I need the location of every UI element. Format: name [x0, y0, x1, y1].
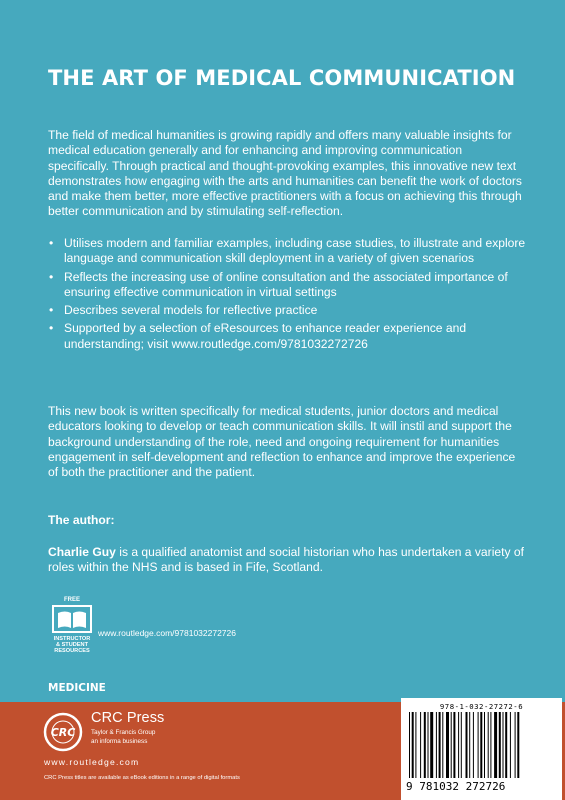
isbn-hyphenated: 978-1-032-27272-6	[439, 702, 524, 711]
publisher-name: CRC Press	[91, 710, 165, 726]
barcode-bars	[409, 712, 555, 778]
subject-category: MEDICINE	[48, 682, 106, 694]
barcode-bar	[442, 712, 443, 778]
barcode-bar	[469, 712, 470, 778]
author-name: Charlie Guy	[48, 545, 116, 559]
barcode-bar	[451, 712, 452, 778]
barcode-bar	[517, 712, 519, 778]
barcode-bar	[505, 712, 507, 778]
badge-caption-1: INSTRUCTOR	[53, 636, 91, 642]
barcode-bar	[436, 712, 437, 778]
monitor-book-icon	[50, 605, 94, 635]
feature-item: • Reflects the increasing use of online consultation and the associated importance of ensuring effective communication in virtual settings	[48, 270, 526, 301]
barcode-bar	[473, 712, 474, 778]
barcode-bar	[461, 712, 462, 778]
barcode-bar	[428, 712, 429, 778]
crc-press-logo	[43, 712, 83, 752]
barcode-bar	[499, 712, 501, 778]
isbn-barcode	[401, 698, 562, 800]
ebook-note: CRC Press titles are available as eBook editions in a range of digital formats	[44, 775, 240, 781]
barcode-bar	[430, 712, 433, 778]
barcode-bar	[510, 712, 511, 778]
publisher-url[interactable]: www.routledge.com	[44, 757, 140, 767]
resources-badge	[47, 597, 97, 657]
barcode-bar	[488, 712, 489, 778]
author-bio-text: is a qualified anatomist and social historian who has undertaken a variety of roles within the NHS and is based in Fife, Scotland.	[48, 545, 524, 575]
barcode-bar	[446, 712, 449, 778]
isbn-digits: 9 781032 272726	[406, 780, 561, 793]
feature-list	[48, 236, 526, 355]
barcode-bar	[484, 712, 485, 778]
barcode-bar	[478, 712, 479, 778]
barcode-bar	[480, 712, 482, 778]
badge-caption-3: RESOURCES	[54, 648, 90, 655]
feature-item: • Describes several models for reflective practice	[48, 303, 526, 318]
intro-paragraph: The field of medical humanities is growing rapidly and offers many valuable insights for medical education generally and for enhancing and improving communication specifically. Through practical and thought-provoking examples, this innovative new text demonstrates how engaging with the arts and humanities can benefit the work of doctors and make them better, more effective practitioners with a focus on achieving this through better communication and by stimulating self-reflection.	[48, 128, 522, 219]
barcode-bar	[412, 712, 414, 778]
feature-item: • Utilises modern and familiar examples, including case studies, to illustrate and explore language and communication skill deployment in a variety of given scenarios	[48, 236, 526, 267]
author-bio	[48, 545, 526, 576]
barcode-bar	[503, 712, 504, 778]
book-title: THE ART OF MEDICAL COMMUNICATION	[48, 66, 516, 90]
publisher-business: an informa business	[91, 738, 148, 745]
author-heading: The author:	[48, 513, 115, 527]
barcode-bar	[424, 712, 426, 778]
barcode-bar	[439, 712, 441, 778]
barcode-bar	[409, 712, 410, 778]
barcode-bar	[420, 712, 421, 778]
barcode-bar	[458, 712, 459, 778]
resources-url[interactable]: www.routledge.com/9781032272726	[98, 628, 236, 638]
barcode-bar	[453, 712, 455, 778]
barcode-bar	[490, 712, 491, 778]
barcode-bar	[415, 712, 416, 778]
audience-paragraph: This new book is written specifically for medical students, junior doctors and medical educators looking to develop or teach communication skills. It will instil and support the background understanding of the role, need and ongoing requirement for humanities engagement in self-development and reflection to enhance and improve the experience of both the practitioner and the patient.	[48, 404, 516, 480]
barcode-bar	[494, 712, 497, 778]
barcode-bar	[515, 712, 516, 778]
logo-text: CRC	[50, 726, 76, 739]
free-label: FREE	[63, 597, 80, 603]
badge-caption-2: & STUDENT	[55, 642, 88, 649]
barcode-bar	[466, 712, 468, 778]
feature-item: • Supported by a selection of eResources to enhance reader experience and understanding; visit www.routledge.com/9781032272726	[48, 321, 526, 352]
publisher-group: Taylor & Francis Group	[91, 729, 156, 736]
